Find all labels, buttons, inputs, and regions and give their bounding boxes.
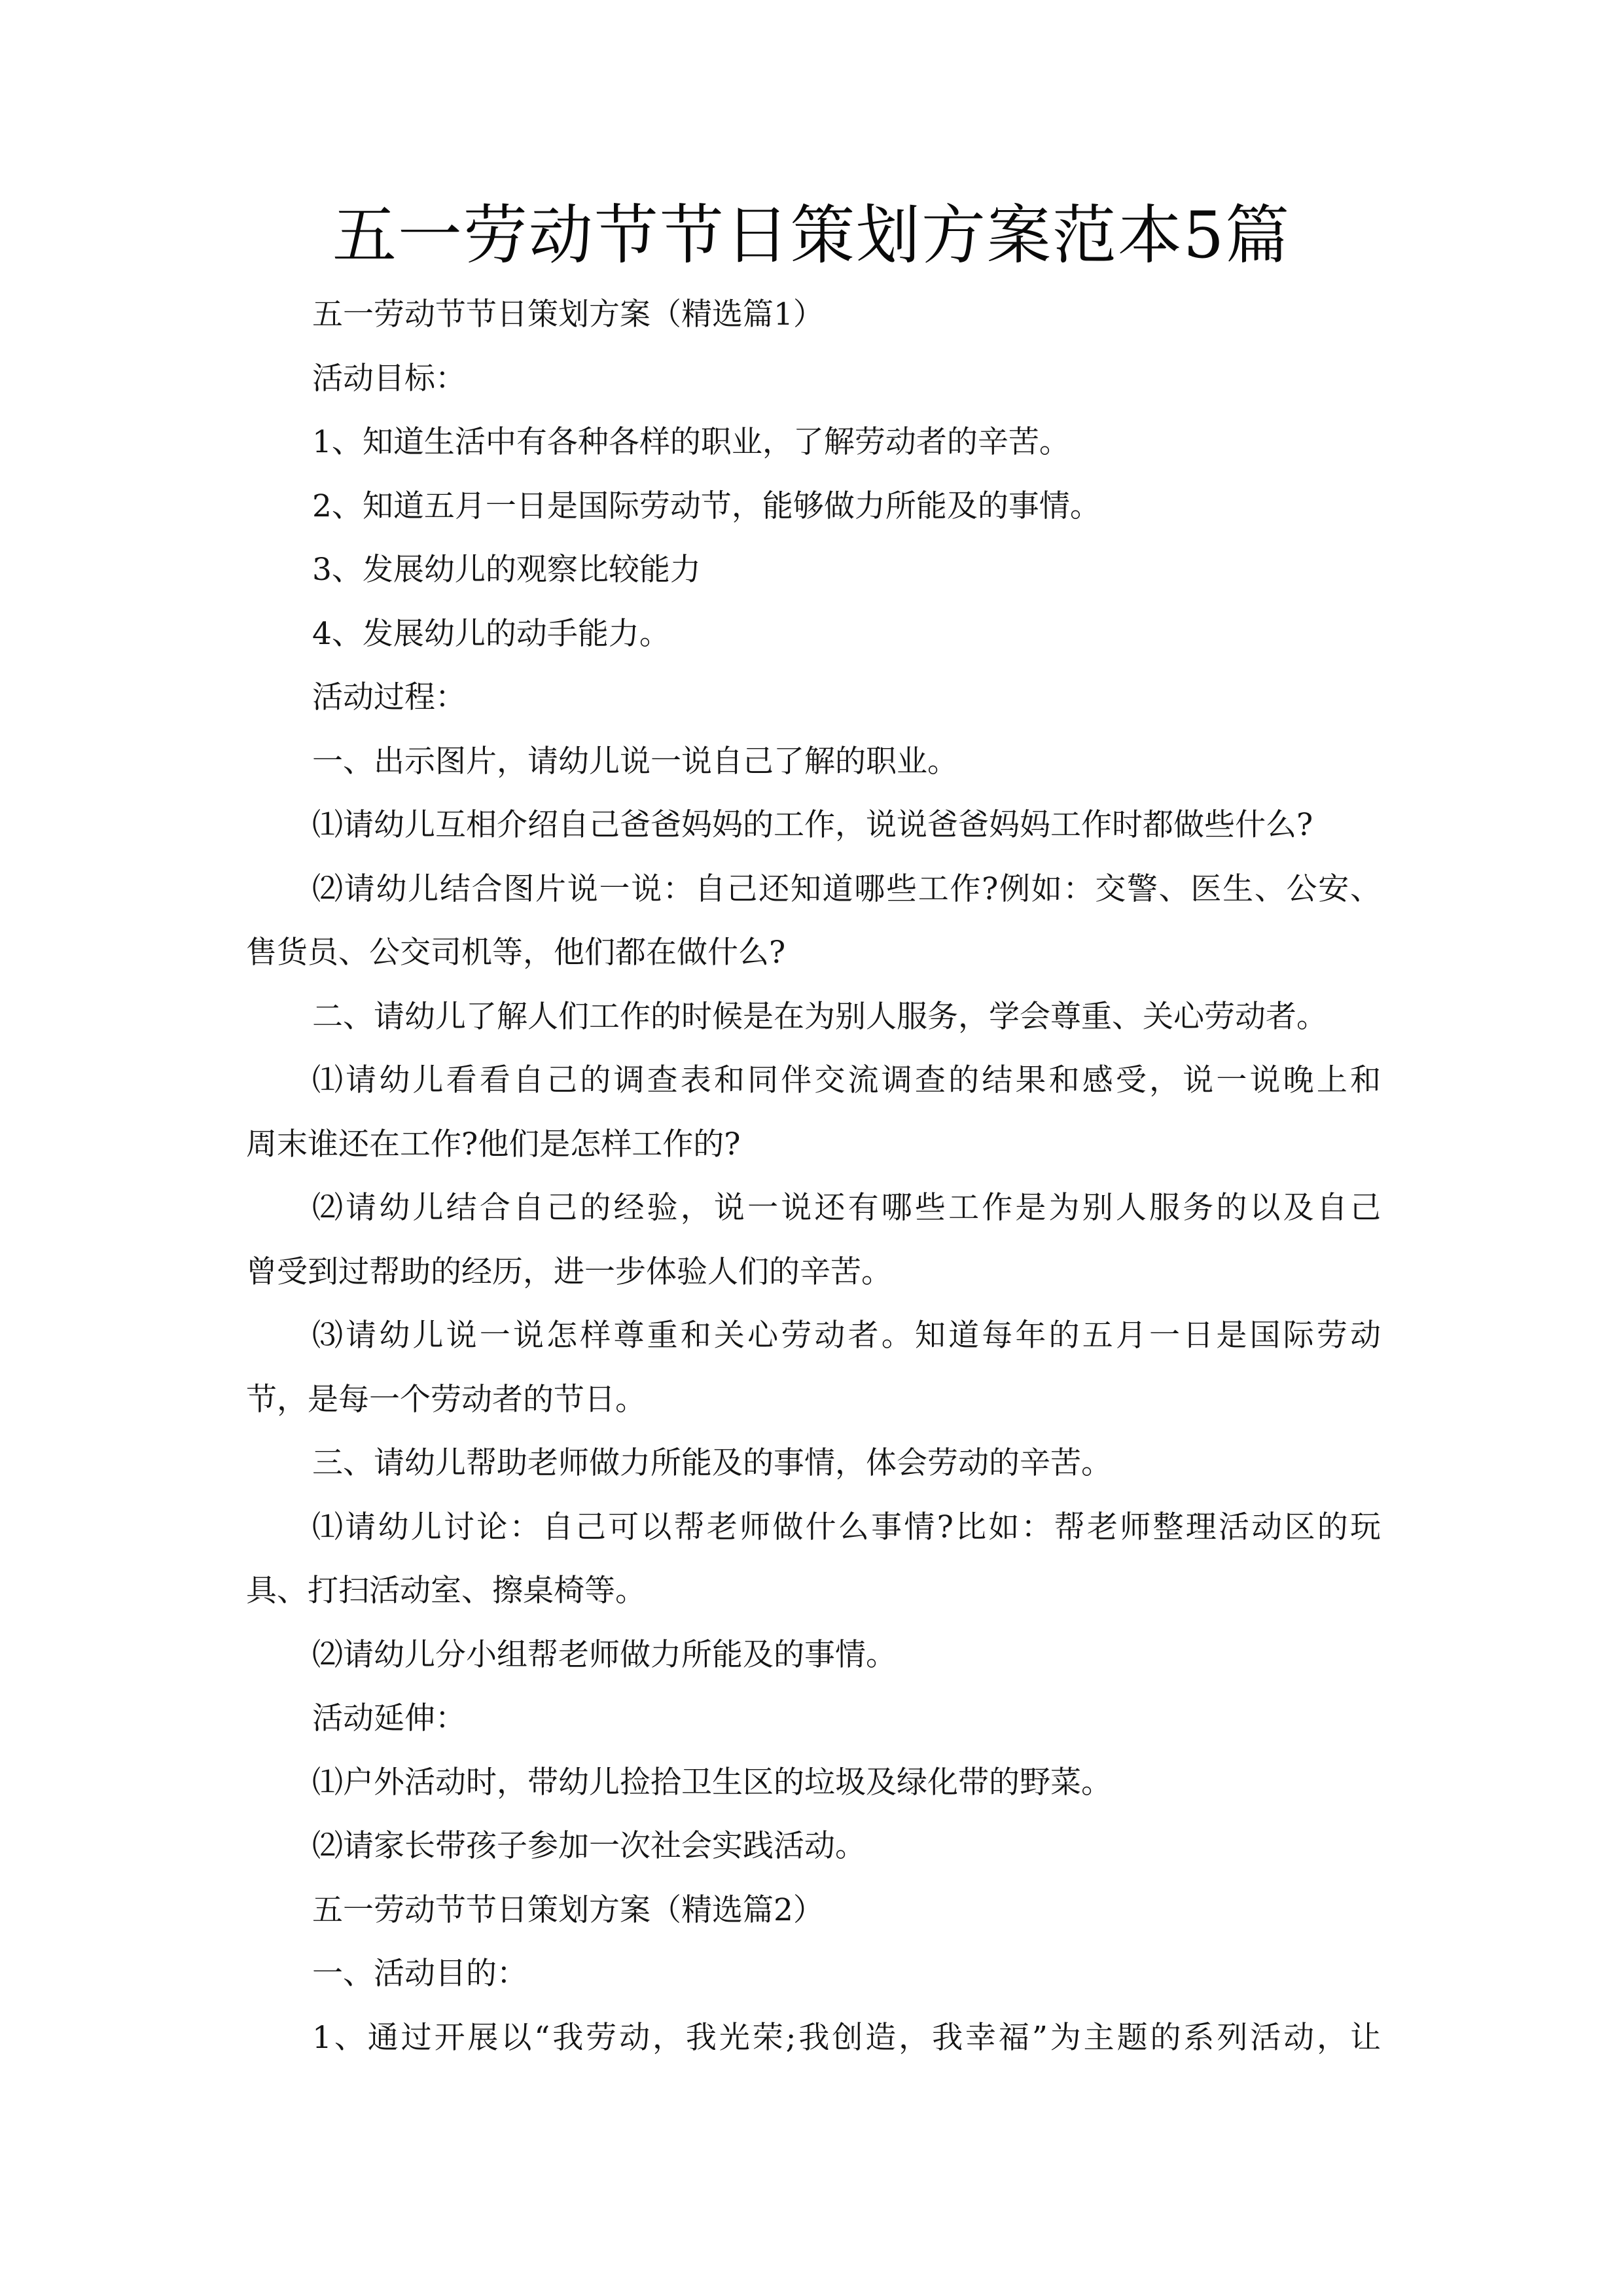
paragraph: ⑵请幼儿结合自己的经验，说一说还有哪些工作是为别人服务的以及自己 [312,1190,1381,1226]
paragraph: ⑴户外活动时，带幼儿捡拾卫生区的垃圾及绿化带的野菜。 [312,1764,1112,1801]
paragraph-continuation: 节，是每一个劳动者的节日。 [246,1381,646,1418]
paragraph: ⑴请幼儿讨论：自己可以帮老师做什么事情?比如：帮老师整理活动区的玩 [312,1509,1381,1545]
paragraph: 二、请幼儿了解人们工作的时候是在为别人服务，学会尊重、关心劳动者。 [312,998,1327,1035]
paragraph: ⑶请幼儿说一说怎样尊重和关心劳动者。知道每年的五月一日是国际劳动 [312,1318,1381,1354]
section-heading-1: 五一劳动节节日策划方案（精选篇1） [312,296,824,332]
paragraph: 三、请幼儿帮助老师做力所能及的事情，体会劳动的辛苦。 [312,1445,1112,1481]
paragraph-continuation: 具、打扫活动室、擦桌椅等。 [246,1573,646,1609]
paragraph: 1、通过开展以“我劳动，我光荣;我创造，我幸福”为主题的系列活动，让 [312,2019,1381,2056]
document-body [246,283,1381,2070]
paragraph: ⑵请家长带孩子参加一次社会实践活动。 [312,1828,866,1864]
paragraph-continuation: 曾受到过帮助的经历，进一步体验人们的辛苦。 [246,1253,892,1290]
list-item: 3、发展幼儿的观察比较能力 [312,552,701,588]
document-title: 五一劳动节节日策划方案范本5篇 [332,198,1291,273]
section-heading-2: 五一劳动节节日策划方案（精选篇2） [312,1892,824,1928]
subheading-extension: 活动延伸： [312,1700,466,1736]
subheading-goals: 活动目标： [312,360,466,397]
paragraph: ⑵请幼儿分小组帮老师做力所能及的事情。 [312,1636,897,1673]
paragraph-continuation: 周末谁还在工作?他们是怎样工作的? [246,1126,741,1162]
paragraph: 一、出示图片，请幼儿说一说自己了解的职业。 [312,743,958,780]
paragraph: ⑴请幼儿互相介绍自己爸爸妈妈的工作，说说爸爸妈妈工作时都做些什么? [312,807,1313,843]
subheading-process: 活动过程： [312,679,466,715]
subheading-purpose: 一、活动目的： [312,1956,527,1992]
paragraph: ⑴请幼儿看看自己的调查表和同伴交流调查的结果和感受，说一说晚上和 [312,1062,1381,1098]
paragraph-continuation: 售货员、公交司机等，他们都在做什么? [246,935,786,971]
paragraph: ⑵请幼儿结合图片说一说：自己还知道哪些工作?例如：交警、医生、公安、 [312,870,1381,907]
list-item: 2、知道五月一日是国际劳动节，能够做力所能及的事情。 [312,488,1101,524]
list-item: 1、知道生活中有各种各样的职业，了解劳动者的辛苦。 [312,424,1070,460]
list-item: 4、发展幼儿的动手能力。 [312,615,670,652]
